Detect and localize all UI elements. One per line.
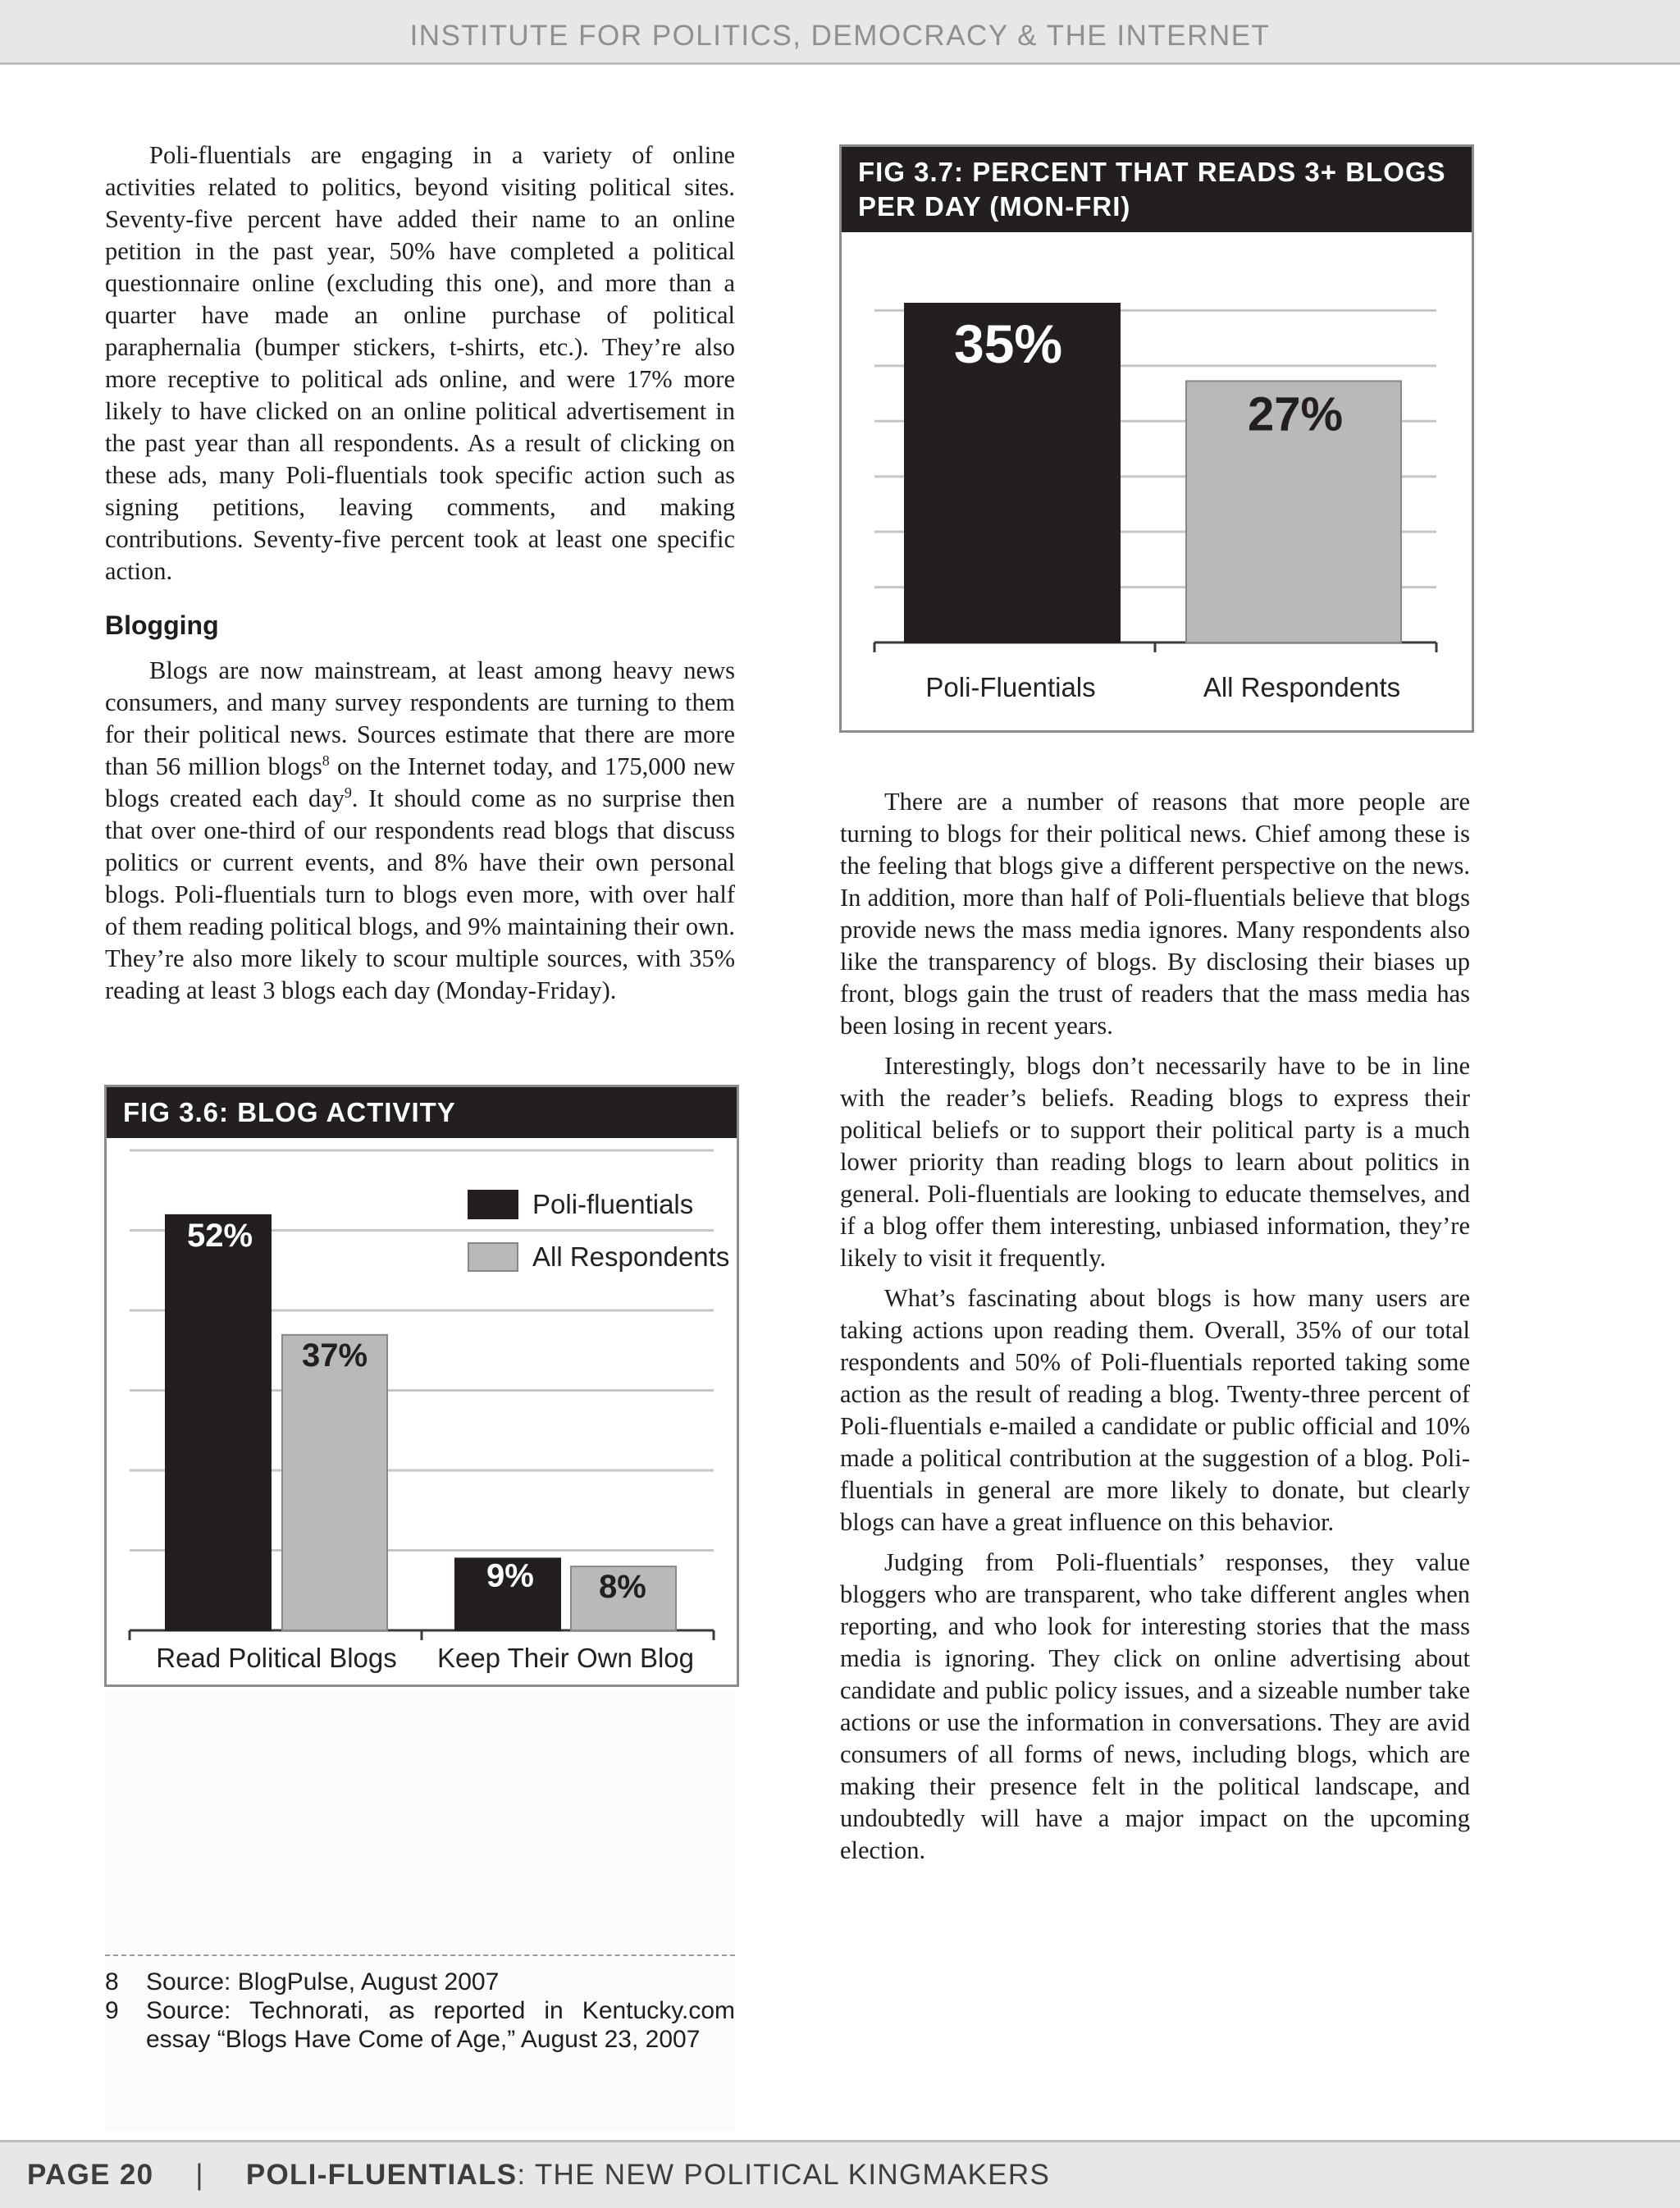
legend-swatch [468, 1191, 518, 1218]
category-label: Keep Their Own Blog [436, 1643, 695, 1673]
data-label: 27% [1248, 387, 1344, 441]
bar-poli-fluentials [166, 1215, 271, 1630]
paragraph-actions: What’s fascinating about blogs is how many users are taking actions upon reading them. Overall, 35% of our total respondents and 50% of Poli-fluentials reported taking some action as the result of reading a blog. Twenty-three percent of Poli-fluentials e-mailed a candidate or public official and 10% made a political contribution at the suggestion of a blog. Poli-fluentials in general are more likely to donate, but clearly blogs can have a great influence on this behavior. [840, 1284, 1470, 1536]
figure-3-6 [104, 1085, 739, 1687]
footer-separator: | [195, 2159, 204, 2191]
category-label: Poli-Fluentials [925, 672, 1096, 702]
footnote-8 [105, 1968, 735, 1996]
section-heading-blogging: Blogging [105, 610, 219, 640]
legend-swatch [468, 1243, 518, 1271]
footnote-text: Source: Technorati, as reported in Kentucky.com essay “Blogs Have Come of Age,” August 23, 2007 [146, 1997, 735, 2053]
paragraph-reasons: There are a number of reasons that more people are turning to blogs for their political news. Chief among these is the feeling that blogs give a different perspective on the news. In addition, more than half of Poli-fluentials believe that blogs provide news the mass media ignores. Many respondents also like the transparency of blogs. By disclosing their biases up front, blogs gain the trust of readers that the mass media has been losing in recent years. [840, 788, 1470, 1040]
footnotes [105, 1954, 735, 2054]
left-column [105, 139, 735, 1015]
category-label: Read Political Blogs [156, 1643, 397, 1673]
legend-label: Poli-fluentials [532, 1189, 694, 1219]
figure-3-6-chart [107, 1138, 732, 1680]
report-title: POLI-FLUENTIALS [245, 2159, 518, 2191]
data-label: 37% [302, 1337, 368, 1374]
footnote-9 [105, 1996, 735, 2054]
footnote-ref-8[interactable]: 8 [322, 752, 330, 769]
data-label: 8% [599, 1569, 646, 1606]
right-column [840, 786, 1470, 1875]
running-header [0, 0, 1680, 65]
footnote-number: 9 [105, 1997, 119, 2024]
data-label: 52% [187, 1217, 253, 1254]
figure-3-6-title: FIG 3.6: BLOG ACTIVITY [107, 1087, 737, 1138]
legend-label: All Respondents [532, 1241, 730, 1272]
figure-3-7-chart [842, 232, 1467, 734]
footnote-ref-9[interactable]: 9 [344, 784, 352, 801]
footnote-text: Source: BlogPulse, August 2007 [146, 1968, 500, 1995]
figure-3-7-title: FIG 3.7: PERCENT THAT READS 3+ BLOGS PER DAY (MON-FRI) [842, 147, 1472, 232]
paragraph-reader-beliefs: Interestingly, blogs don’t necessarily have to be in line with the reader’s beliefs. Reading blogs to express their political beliefs or to support their political party is a much lower priority than reading blogs to learn about politics in general. Poli-fluentials are looking to educate themselves, and if a blog offer them interesting, unbiased information, they’re likely to visit it frequently. [840, 1052, 1470, 1272]
left-column-shading [105, 1690, 735, 2132]
data-label: 35% [954, 313, 1063, 374]
category-label: All Respondents [1203, 672, 1401, 702]
footnote-number: 8 [105, 1968, 119, 1995]
figure-3-7 [839, 144, 1474, 733]
page-label: PAGE [27, 2159, 111, 2191]
bar-all-respondents [282, 1335, 387, 1630]
paragraph-blogs-mainstream: Blogs are now mainstream, at least among heavy news consumers, and many survey respondents are turning to them for their political news. Sources estimate that there are more than 56 million blogs$^8$ on the Internet today, and 175,000 new blogs created each day$^9$. It should come as no surprise then that over one-third of our respondents read blogs that discuss politics or current events, and 8% have their own personal blogs. Poli-fluentials turn to blogs even more, with over half of them reading political blogs, and 9% maintaining their own. They’re also more likely to scour multiple sources, with 35% reading at least 3 blogs each day (Monday-Friday). [105, 656, 735, 1004]
data-label: 9% [486, 1557, 534, 1594]
page-number: 20 [119, 2159, 154, 2191]
running-footer [0, 2140, 1680, 2208]
paragraph-online-activities: Poli-fluentials are engaging in a variety of online activities related to politics, beyond visiting political sites. Seventy-five percent have added their name to an online petition in the past year, 50% have completed a political questionnaire online (excluding this one), and more than a quarter have made an online purchase of political paraphernalia (bumper stickers, t-shirts, etc.). They’re also more receptive to political ads online, and were 17% more likely to have clicked on an online political advertisement in the past year than all respondents. As a result of clicking on these ads, many Poli-fluentials took specific action such as signing petitions, leaving comments, and making contributions. Seventy-five percent took at least one specific action. [105, 141, 735, 585]
report-subtitle: : THE NEW POLITICAL KINGMAKERS [517, 2159, 1051, 2191]
header-title: INSTITUTE FOR POLITICS, DEMOCRACY & THE INTERNET [409, 20, 1271, 52]
paragraph-conclusion: Judging from Poli-fluentials’ responses, they value bloggers who are transparent, who take different angles when reporting, and who look for interesting stories that the mass media is ignoring. They click on online advertising about candidate and public policy issues, and a sizeable number take actions or use the information in conversations. They are avid consumers of all forms of news, including blogs, which are making their presence felt in the political landscape, and undoubtedly will have a major impact on the upcoming election. [840, 1548, 1470, 1864]
